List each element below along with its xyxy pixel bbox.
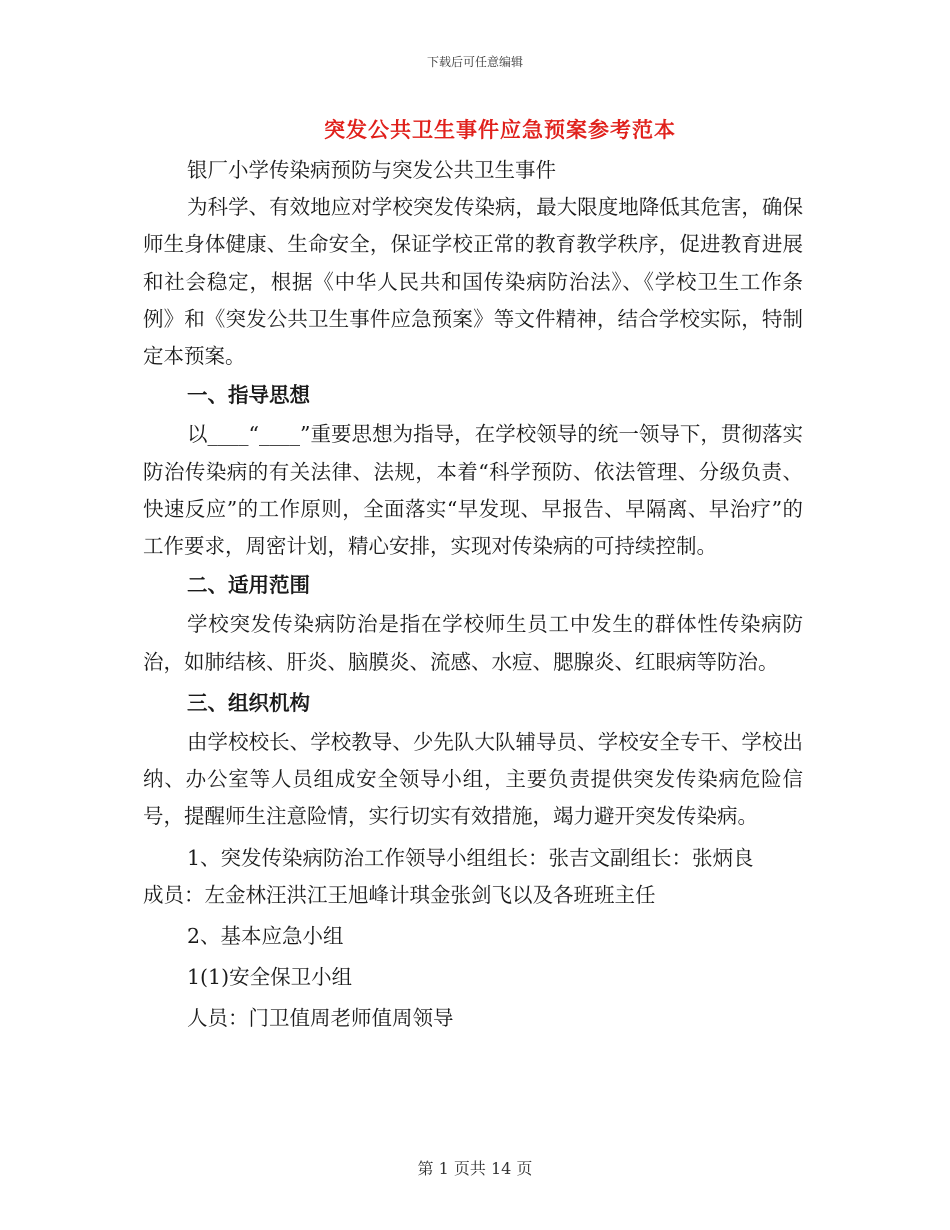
- scope-paragraph: 学校突发传染病防治是指在学校师生员工中发生的群体性传染病防治，如肺结核、肝炎、脑膜炎、流感、水痘、腮腺炎、红眼病等防治。: [143, 612, 803, 674]
- page-header-note: 下载后可任意编辑: [426, 55, 523, 69]
- members-line: 成员：左金林汪洪江王旭峰计琪金张剑飞以及各班班主任: [143, 882, 656, 907]
- guiding-ideology-paragraph: 以____“____”重要思想为指导，在学校领导的统一领导下，贯彻落实防治传染病的有关法律、法规，本着“科学预防、依法管理、分级负责、快速反应”的工作原则，全面落实“早发现、早报告、早隔离、早治疗”的工作要求，周密计划，精心安排，实现对传染病的可持续控制。: [143, 422, 803, 559]
- emergency-groups-line: 2、基本应急小组: [187, 924, 344, 949]
- subtitle-paragraph: 银厂小学传染病预防与突发公共卫生事件: [187, 158, 556, 182]
- organization-paragraph: 由学校校长、学校教导、少先队大队辅导员、学校安全专干、学校出纳、办公室等人员组成安全领导小组，主要负责提供突发传染病危险信号，提醒师生注意险情，实行切实有效措施，竭力避开突发传染病。: [143, 730, 803, 829]
- section-heading-organization: 三、组织机构: [187, 690, 310, 715]
- intro-paragraph: 为科学、有效地应对学校突发传染病，最大限度地降低其危害，确保师生身体健康、生命安全，保证学校正常的教育教学秩序，促进教育进展和社会稳定，根据《中华人民共和国传染病防治法》、《学校卫生工作条例》和《突发公共卫生事件应急预案》等文件精神，结合学校实际，特制定本预案。: [143, 195, 803, 369]
- leadership-group-line: 1、突发传染病防治工作领导小组组长：张吉文副组长：张炳良: [187, 845, 754, 870]
- security-group-line: 1(1)安全保卫小组: [187, 965, 353, 990]
- document-body: [143, 152, 803, 1038]
- security-personnel-line: 人员：门卫值周老师值周领导: [187, 1006, 454, 1031]
- section-heading-scope: 二、适用范围: [187, 573, 310, 598]
- document-title: 突发公共卫生事件应急预案参考范本: [324, 117, 676, 142]
- section-heading-guiding-ideology: 一、指导思想: [187, 383, 310, 408]
- page-number-footer: 第 1 页共 14 页: [417, 1159, 533, 1178]
